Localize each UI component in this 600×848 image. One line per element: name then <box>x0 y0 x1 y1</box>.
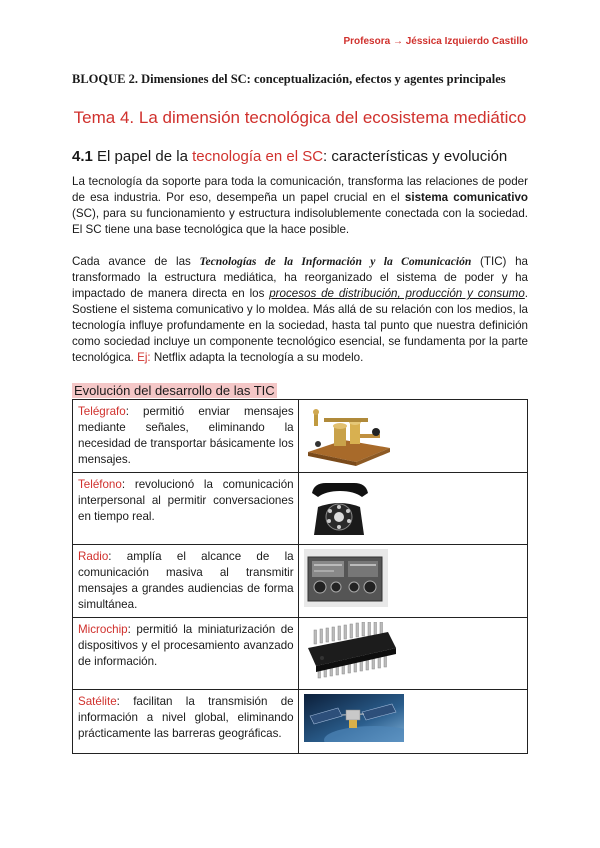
table-row <box>73 400 528 473</box>
section-title-highlight: tecnología en el SC <box>192 148 324 165</box>
microchip-icon <box>304 622 400 684</box>
paragraph-1 <box>72 174 528 238</box>
telegraph-icon <box>304 404 394 468</box>
tic-term: Telégrafo <box>78 405 126 418</box>
paragraph-2-underlined: procesos de distribución, producción y consumo <box>269 287 525 300</box>
tic-description-cell <box>73 618 299 690</box>
tic-image-cell <box>298 473 527 545</box>
tic-term: Satélite <box>78 695 117 708</box>
tic-image-cell <box>298 618 527 690</box>
paragraph-2-text-b: (TIC) ha transformado la estructura mediática, ha reorganizado el sistema de poder y ha impactado de manera directa en los <box>72 255 528 300</box>
tic-description: : permitió enviar mensajes mediante señales, eliminando la necesidad de transportar básicamente los mensajes. <box>78 405 294 466</box>
paragraph-2-tic-term: Tecnologías de la Información y la Comunicación <box>199 255 472 268</box>
satellite-icon <box>304 694 404 742</box>
section-title <box>72 148 507 165</box>
tic-image-cell <box>298 690 527 754</box>
tic-term: Microchip <box>78 623 128 636</box>
table-row <box>73 473 528 545</box>
table-row <box>73 545 528 618</box>
tic-description-cell <box>73 473 299 545</box>
table-row <box>73 618 528 690</box>
header-author: Profesora → Jéssica Izquierdo Castillo <box>343 36 528 47</box>
tic-description: : facilitan la transmisión de información a nivel global, eliminando prácticamente las barreras geográficas. <box>78 695 294 740</box>
tic-description: : permitió la miniaturización de dispositivos y el procesamiento avanzado de información. <box>78 623 294 668</box>
section-title-part-b: : características y evolución <box>323 148 508 165</box>
paragraph-1-bold: sistema comunicativo <box>404 191 529 204</box>
block-title: BLOQUE 2. Dimensiones del SC: conceptualización, efectos y agentes principales <box>72 72 506 86</box>
tic-description-cell <box>73 545 299 618</box>
tic-description: : revolucionó la comunicación interpersonal al permitir conversaciones en tiempo real. <box>78 478 294 523</box>
tic-description-cell <box>73 690 299 754</box>
table-row <box>73 690 528 754</box>
paragraph-2-example-label: Ej: <box>137 351 151 364</box>
tic-image-cell <box>298 545 527 618</box>
tic-description: : amplía el alcance de la comunicación masiva al transmitir mensajes a grandes audiencias de forma simultánea. <box>78 550 294 611</box>
tic-term: Radio <box>78 550 109 563</box>
tic-image-cell <box>298 400 527 473</box>
topic-title: Tema 4. La dimensión tecnológica del ecosistema mediático <box>73 108 527 127</box>
paragraph-1-text-b: (SC), para su funcionamiento y estructura indisolublemente conectada con la sociedad. El SC tiene una base tecnológica que la hace posible. <box>72 207 528 236</box>
radio-icon <box>304 549 388 607</box>
tic-term: Teléfono <box>78 478 122 491</box>
paragraph-1-text-a: La tecnología da soporte para toda la comunicación, transforma las relaciones de poder de esa industria. Por eso, desempeña un papel crucial en el <box>72 175 528 204</box>
paragraph-2 <box>72 254 528 366</box>
tic-heading: Evolución del desarrollo de las TIC <box>74 383 275 398</box>
paragraph-2-example-text: Netflix adapta la tecnología a su modelo. <box>150 351 364 364</box>
section-title-part-a: El papel de la <box>92 148 193 165</box>
section-number: 4.1 <box>72 148 93 165</box>
telephone-icon <box>304 477 374 539</box>
paragraph-2-text-c: . Sostiene el sistema comunicativo y lo moldea. Más allá de su relación con los medios, la tecnología influye profundamente en la sociedad, hasta tal punto que nuestra definición como sociedad incluye un componente tecnológico esencial, se fundamenta por la parte tecnológica. <box>72 287 529 364</box>
tic-table <box>72 399 528 754</box>
paragraph-2-text-a: Cada avance de las <box>72 255 200 268</box>
tic-description-cell <box>73 400 299 473</box>
